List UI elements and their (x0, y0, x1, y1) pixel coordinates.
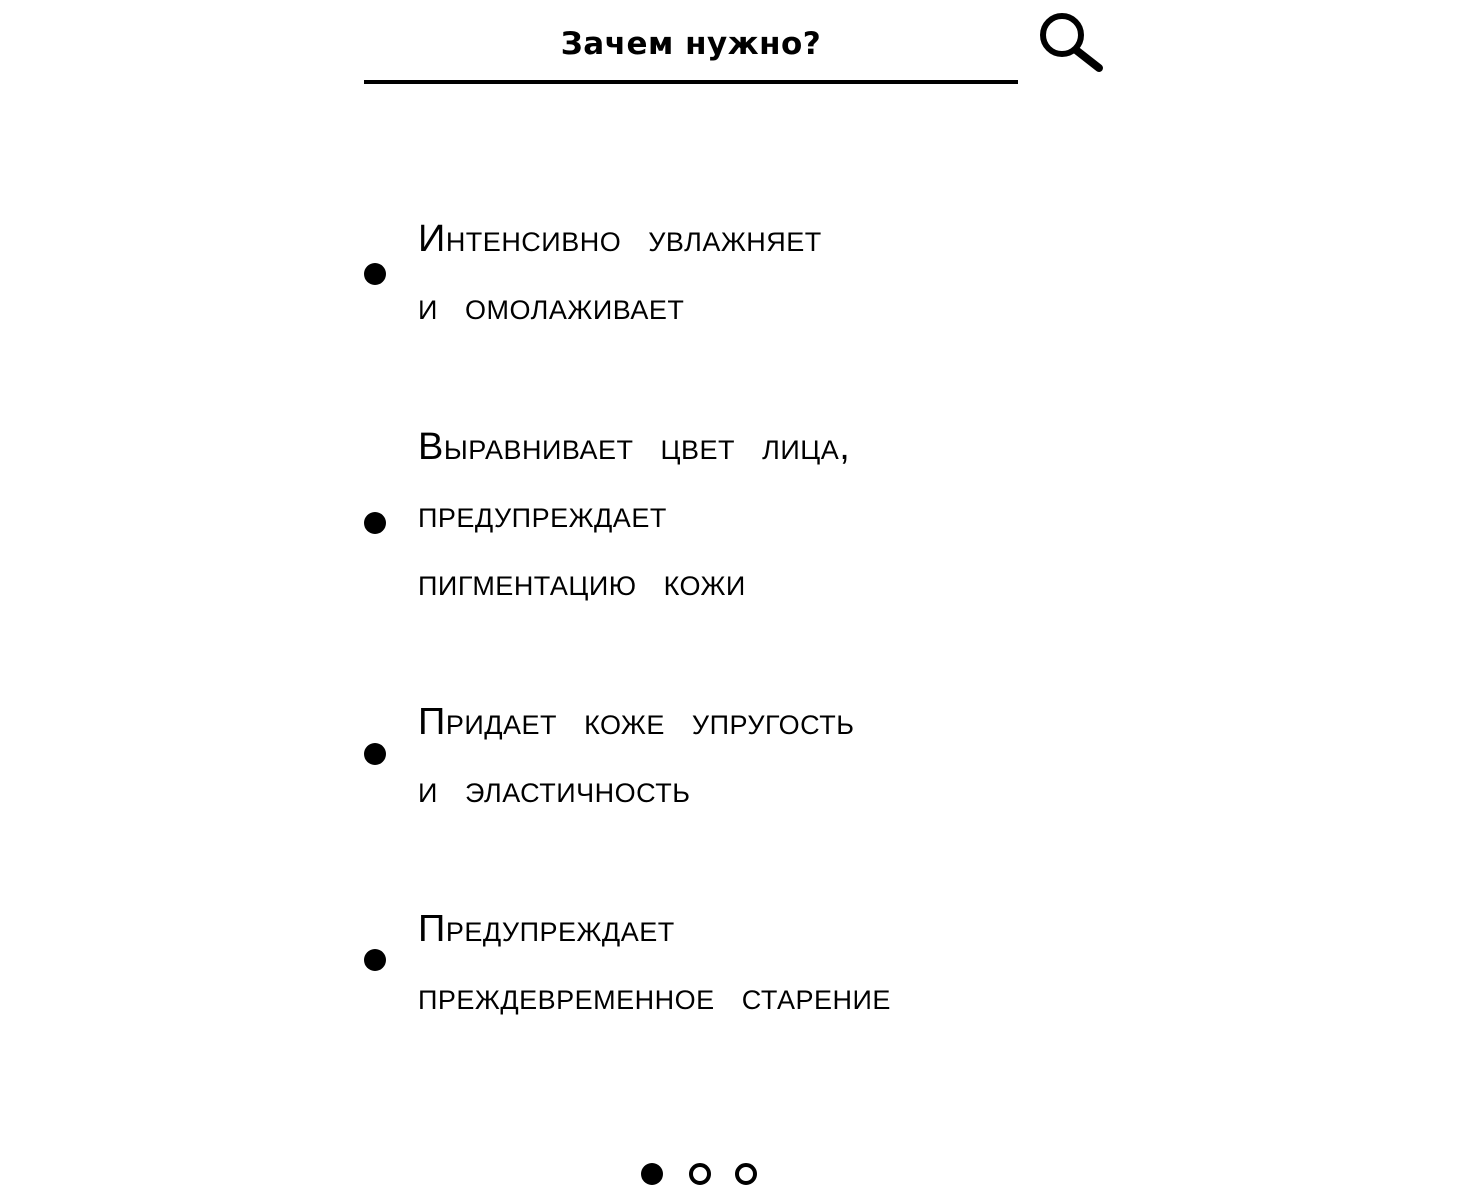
page-dot[interactable] (735, 1163, 757, 1185)
bullet-icon (364, 949, 386, 971)
page-dot[interactable] (641, 1163, 663, 1185)
benefit-line: Интенсивно увлажняет (418, 218, 822, 260)
benefit-text (418, 688, 1084, 824)
bullet-icon (364, 263, 386, 285)
benefit-line: Предупреждает (418, 908, 675, 950)
benefit-text (418, 895, 1084, 1031)
benefit-line: и эластичность (418, 769, 691, 811)
pagination-dots (641, 1163, 761, 1187)
benefit-line: Придает коже упругость (418, 701, 855, 743)
benefit-line: Выравнивает цвет лица, (418, 426, 851, 468)
benefit-line: и омолаживает (418, 286, 685, 328)
benefit-line: пигментацию кожи (418, 562, 746, 604)
bullet-icon (364, 743, 386, 765)
benefit-text (418, 413, 1084, 617)
benefit-text (418, 205, 1084, 341)
benefit-line: преждевременное старение (418, 976, 891, 1018)
benefit-line: предупреждает (418, 494, 667, 536)
page-dot[interactable] (689, 1163, 711, 1185)
benefits-list (364, 0, 1084, 1100)
bullet-icon (364, 512, 386, 534)
page-title: Зачем нужно? (560, 26, 822, 62)
